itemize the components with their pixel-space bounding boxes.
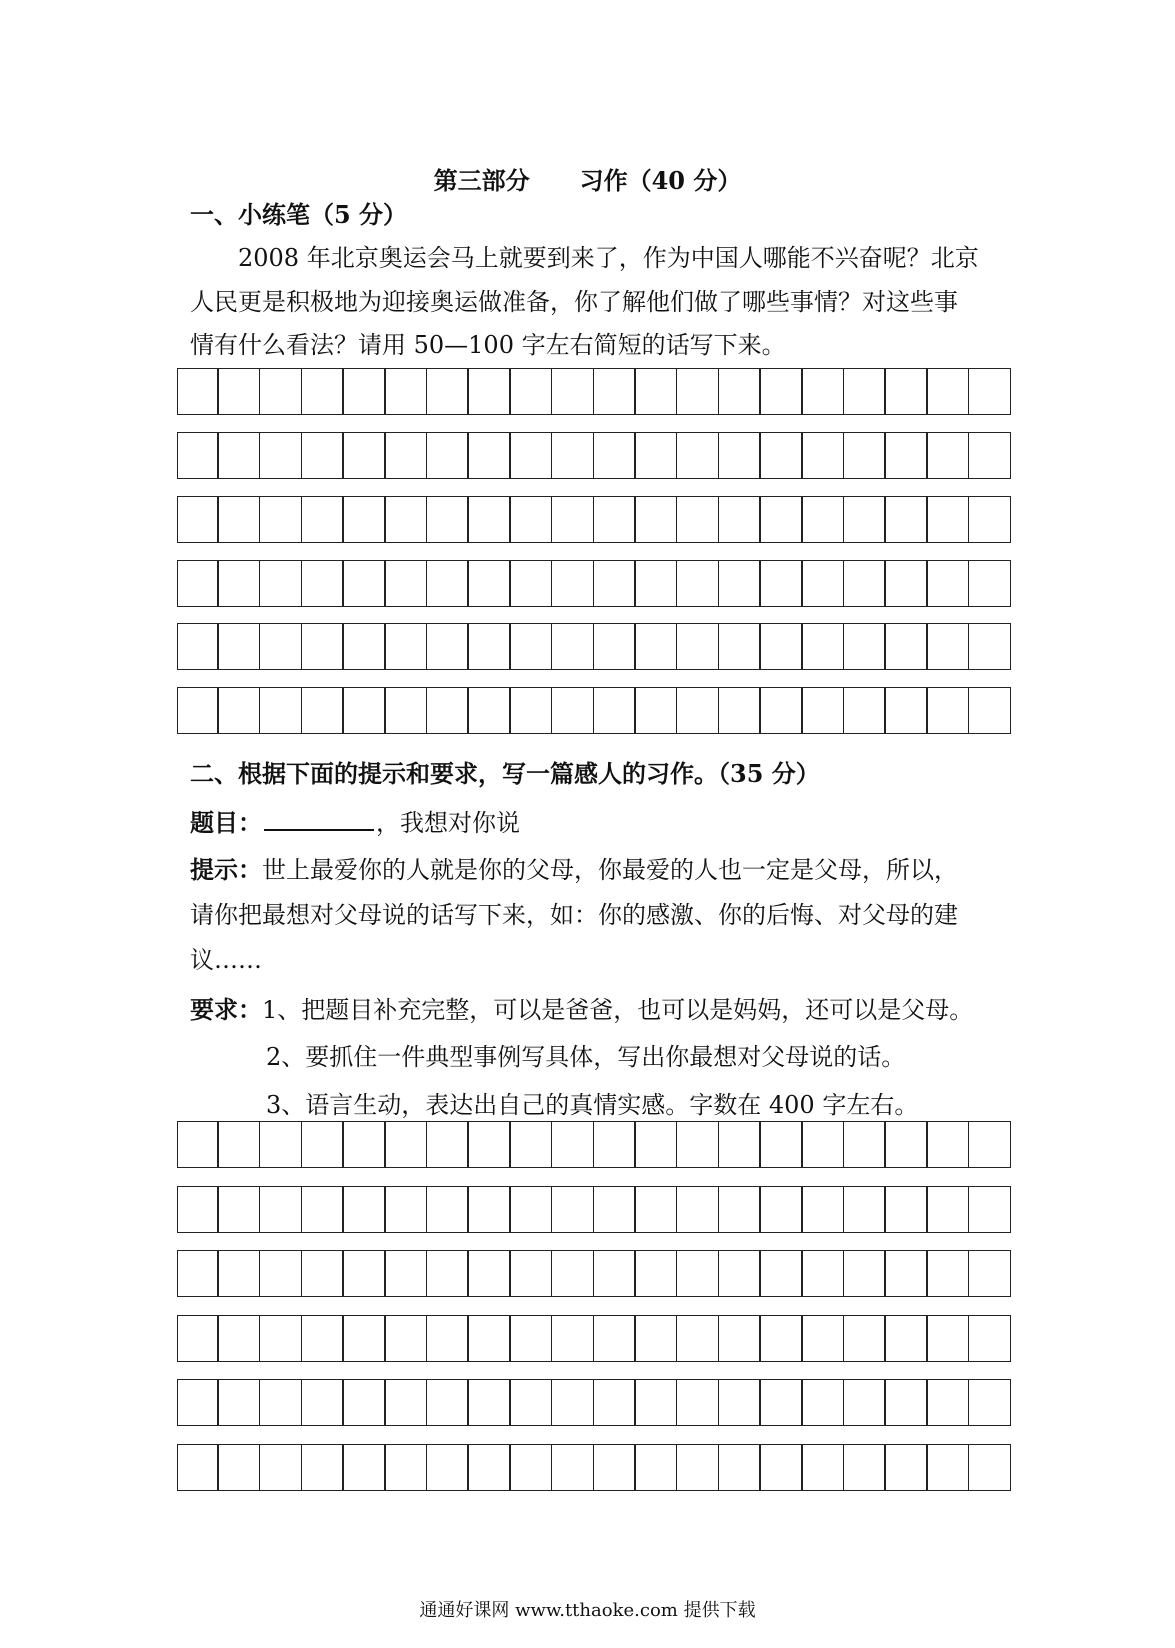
writing-cell[interactable] — [593, 496, 636, 543]
writing-cell[interactable] — [801, 1186, 844, 1233]
writing-cell[interactable] — [634, 1121, 677, 1168]
writing-cell[interactable] — [718, 496, 761, 543]
writing-cell[interactable] — [676, 623, 719, 670]
topic-line — [190, 808, 1010, 838]
writing-cell[interactable] — [968, 368, 1011, 415]
writing-cell[interactable] — [551, 560, 594, 607]
writing-cell[interactable] — [759, 623, 802, 670]
writing-cell[interactable] — [759, 432, 802, 479]
writing-cell[interactable] — [718, 560, 761, 607]
writing-cell[interactable] — [676, 1121, 719, 1168]
writing-cell[interactable] — [467, 496, 510, 543]
writing-cell[interactable] — [968, 623, 1011, 670]
writing-grid-row[interactable] — [177, 1250, 1011, 1297]
writing-cell[interactable] — [843, 1250, 886, 1297]
part1-line-1: 2008 年北京奥运会马上就要到来了，作为中国人哪能不兴奋呢？北京 — [238, 244, 979, 272]
writing-cell[interactable] — [342, 432, 385, 479]
writing-cell[interactable] — [801, 1315, 844, 1362]
writing-cell[interactable] — [217, 1315, 260, 1362]
writing-cell[interactable] — [384, 1315, 427, 1362]
writing-cell[interactable] — [384, 368, 427, 415]
writing-cell[interactable] — [968, 1186, 1011, 1233]
writing-cell[interactable] — [968, 687, 1011, 734]
writing-cell[interactable] — [467, 1379, 510, 1426]
writing-cell[interactable] — [926, 1250, 969, 1297]
hint-line-2: 请你把最想对父母说的话写下来，如：你的感激、你的后悔、对父母的建 — [190, 901, 958, 929]
writing-cell[interactable] — [843, 623, 886, 670]
writing-cell[interactable] — [926, 1186, 969, 1233]
writing-cell[interactable] — [177, 687, 219, 734]
writing-cell[interactable] — [551, 1186, 594, 1233]
writing-cell[interactable] — [342, 496, 385, 543]
writing-cell[interactable] — [177, 623, 219, 670]
writing-cell[interactable] — [759, 1315, 802, 1362]
writing-cell[interactable] — [801, 560, 844, 607]
writing-cell[interactable] — [426, 1186, 469, 1233]
hint-line-3: 议…… — [190, 946, 262, 974]
writing-cell[interactable] — [593, 1315, 636, 1362]
topic-blank[interactable] — [264, 809, 374, 831]
writing-cell[interactable] — [342, 1444, 385, 1491]
writing-cell[interactable] — [718, 1121, 761, 1168]
writing-cell[interactable] — [926, 432, 969, 479]
writing-cell[interactable] — [676, 560, 719, 607]
writing-cell[interactable] — [551, 1379, 594, 1426]
writing-cell[interactable] — [426, 1444, 469, 1491]
writing-cell[interactable] — [342, 623, 385, 670]
writing-cell[interactable] — [342, 1250, 385, 1297]
part2-heading: 二、根据下面的提示和要求，写一篇感人的习作。（35 分） — [190, 759, 820, 788]
writing-cell[interactable] — [177, 432, 219, 479]
writing-cell[interactable] — [301, 1315, 344, 1362]
writing-cell[interactable] — [843, 1315, 886, 1362]
writing-cell[interactable] — [384, 560, 427, 607]
writing-cell[interactable] — [926, 1379, 969, 1426]
writing-cell[interactable] — [634, 1444, 677, 1491]
writing-cell[interactable] — [926, 560, 969, 607]
writing-cell[interactable] — [801, 496, 844, 543]
writing-cell[interactable] — [884, 623, 927, 670]
topic-suffix: ，我想对你说 — [376, 809, 520, 837]
writing-cell[interactable] — [426, 1315, 469, 1362]
writing-cell[interactable] — [718, 623, 761, 670]
requirement-2: 2、要抓住一件典型事例写具体，写出你最想对父母说的话。 — [266, 1043, 906, 1071]
writing-cell[interactable] — [801, 1379, 844, 1426]
writing-cell[interactable] — [718, 687, 761, 734]
writing-cell[interactable] — [926, 687, 969, 734]
writing-cell[interactable] — [968, 1250, 1011, 1297]
writing-cell[interactable] — [884, 496, 927, 543]
writing-cell[interactable] — [926, 1315, 969, 1362]
writing-cell[interactable] — [801, 432, 844, 479]
writing-cell[interactable] — [593, 560, 636, 607]
writing-cell[interactable] — [259, 1444, 302, 1491]
writing-cell[interactable] — [843, 560, 886, 607]
writing-cell[interactable] — [217, 432, 260, 479]
writing-cell[interactable] — [676, 368, 719, 415]
writing-cell[interactable] — [634, 432, 677, 479]
writing-cell[interactable] — [676, 1315, 719, 1362]
writing-cell[interactable] — [759, 1444, 802, 1491]
writing-cell[interactable] — [301, 496, 344, 543]
writing-cell[interactable] — [718, 1444, 761, 1491]
writing-cell[interactable] — [759, 1250, 802, 1297]
writing-cell[interactable] — [718, 1379, 761, 1426]
writing-cell[interactable] — [301, 1379, 344, 1426]
writing-cell[interactable] — [718, 1250, 761, 1297]
writing-cell[interactable] — [593, 432, 636, 479]
writing-cell[interactable] — [217, 1186, 260, 1233]
writing-cell[interactable] — [676, 1379, 719, 1426]
writing-cell[interactable] — [676, 432, 719, 479]
writing-cell[interactable] — [801, 368, 844, 415]
writing-cell[interactable] — [467, 1250, 510, 1297]
writing-cell[interactable] — [259, 432, 302, 479]
writing-cell[interactable] — [593, 1186, 636, 1233]
writing-cell[interactable] — [884, 687, 927, 734]
writing-cell[interactable] — [301, 368, 344, 415]
requirement-1 — [190, 995, 1010, 1025]
writing-grid-row[interactable] — [177, 1121, 1011, 1168]
writing-cell[interactable] — [384, 1250, 427, 1297]
writing-cell[interactable] — [968, 1315, 1011, 1362]
writing-cell[interactable] — [968, 1121, 1011, 1168]
writing-cell[interactable] — [342, 560, 385, 607]
writing-cell[interactable] — [301, 1444, 344, 1491]
writing-cell[interactable] — [509, 432, 552, 479]
writing-cell[interactable] — [426, 496, 469, 543]
writing-cell[interactable] — [551, 432, 594, 479]
writing-cell[interactable] — [177, 1379, 219, 1426]
writing-cell[interactable] — [426, 1121, 469, 1168]
writing-cell[interactable] — [384, 623, 427, 670]
writing-cell[interactable] — [759, 1379, 802, 1426]
writing-cell[interactable] — [177, 560, 219, 607]
writing-cell[interactable] — [259, 1186, 302, 1233]
writing-cell[interactable] — [177, 1250, 219, 1297]
writing-cell[interactable] — [801, 1121, 844, 1168]
writing-cell[interactable] — [177, 1121, 219, 1168]
writing-cell[interactable] — [884, 1121, 927, 1168]
writing-cell[interactable] — [177, 496, 219, 543]
writing-cell[interactable] — [177, 1444, 219, 1491]
writing-cell[interactable] — [884, 1186, 927, 1233]
writing-cell[interactable] — [843, 368, 886, 415]
writing-cell[interactable] — [801, 1444, 844, 1491]
writing-cell[interactable] — [509, 496, 552, 543]
part-label: 第三部分 — [433, 166, 530, 195]
writing-cell[interactable] — [634, 496, 677, 543]
writing-cell[interactable] — [843, 1121, 886, 1168]
writing-cell[interactable] — [301, 687, 344, 734]
writing-cell[interactable] — [467, 687, 510, 734]
writing-cell[interactable] — [551, 1250, 594, 1297]
writing-cell[interactable] — [467, 560, 510, 607]
writing-grid-row[interactable] — [177, 687, 1011, 734]
writing-cell[interactable] — [177, 1186, 219, 1233]
writing-cell[interactable] — [467, 368, 510, 415]
writing-cell[interactable] — [259, 1379, 302, 1426]
writing-cell[interactable] — [217, 687, 260, 734]
writing-cell[interactable] — [593, 623, 636, 670]
writing-cell[interactable] — [426, 560, 469, 607]
writing-cell[interactable] — [884, 560, 927, 607]
writing-cell[interactable] — [593, 1379, 636, 1426]
writing-cell[interactable] — [509, 1379, 552, 1426]
writing-cell[interactable] — [509, 1186, 552, 1233]
writing-cell[interactable] — [177, 368, 219, 415]
writing-cell[interactable] — [634, 560, 677, 607]
writing-cell[interactable] — [467, 432, 510, 479]
writing-cell[interactable] — [384, 1379, 427, 1426]
writing-cell[interactable] — [426, 1379, 469, 1426]
writing-cell[interactable] — [259, 1250, 302, 1297]
writing-cell[interactable] — [384, 687, 427, 734]
writing-cell[interactable] — [509, 560, 552, 607]
writing-cell[interactable] — [342, 687, 385, 734]
writing-cell[interactable] — [259, 1121, 302, 1168]
writing-cell[interactable] — [217, 560, 260, 607]
part1-line-2: 人民更是积极地为迎接奥运做准备，你了解他们做了哪些事情？对这些事 — [190, 288, 958, 316]
writing-grid-row[interactable] — [177, 1315, 1011, 1362]
writing-cell[interactable] — [509, 1121, 552, 1168]
writing-cell[interactable] — [634, 1315, 677, 1362]
writing-cell[interactable] — [843, 687, 886, 734]
writing-grid-row[interactable] — [177, 560, 1011, 607]
hint-text-1: 世上最爱你的人就是你的父母，你最爱的人也一定是父母，所以， — [262, 856, 958, 884]
writing-grid-row[interactable] — [177, 432, 1011, 479]
writing-cell[interactable] — [467, 1186, 510, 1233]
writing-cell[interactable] — [884, 432, 927, 479]
writing-cell[interactable] — [467, 1315, 510, 1362]
writing-cell[interactable] — [884, 1250, 927, 1297]
writing-cell[interactable] — [177, 1315, 219, 1362]
writing-grid-row[interactable] — [177, 1379, 1011, 1426]
writing-cell[interactable] — [426, 432, 469, 479]
writing-cell[interactable] — [217, 623, 260, 670]
writing-cell[interactable] — [259, 368, 302, 415]
writing-cell[interactable] — [759, 1186, 802, 1233]
writing-cell[interactable] — [217, 496, 260, 543]
hint-label: 提示： — [190, 855, 262, 884]
writing-cell[interactable] — [509, 1315, 552, 1362]
writing-cell[interactable] — [384, 432, 427, 479]
writing-grid-row[interactable] — [177, 623, 1011, 670]
writing-grid-row[interactable] — [177, 368, 1011, 415]
writing-cell[interactable] — [676, 1250, 719, 1297]
section-label: 习作（40 分） — [579, 166, 742, 195]
writing-cell[interactable] — [426, 623, 469, 670]
writing-cell[interactable] — [384, 1444, 427, 1491]
requirement-text-1: 1、把题目补充完整，可以是爸爸，也可以是妈妈，还可以是父母。 — [262, 996, 974, 1024]
writing-cell[interactable] — [843, 1379, 886, 1426]
writing-cell[interactable] — [676, 1444, 719, 1491]
writing-cell[interactable] — [384, 1121, 427, 1168]
writing-cell[interactable] — [634, 1379, 677, 1426]
writing-cell[interactable] — [634, 623, 677, 670]
writing-cell[interactable] — [551, 687, 594, 734]
writing-cell[interactable] — [843, 432, 886, 479]
writing-cell[interactable] — [634, 1186, 677, 1233]
writing-cell[interactable] — [884, 1379, 927, 1426]
writing-cell[interactable] — [509, 1444, 552, 1491]
writing-cell[interactable] — [759, 560, 802, 607]
writing-cell[interactable] — [884, 368, 927, 415]
writing-cell[interactable] — [926, 623, 969, 670]
writing-cell[interactable] — [634, 687, 677, 734]
writing-cell[interactable] — [426, 368, 469, 415]
writing-cell[interactable] — [718, 368, 761, 415]
writing-cell[interactable] — [342, 1379, 385, 1426]
part1-line-3: 情有什么看法？请用 50—100 字左右简短的话写下来。 — [190, 331, 786, 359]
hint-line-1 — [190, 855, 1010, 885]
writing-cell[interactable] — [593, 687, 636, 734]
writing-cell[interactable] — [968, 432, 1011, 479]
writing-cell[interactable] — [801, 623, 844, 670]
writing-cell[interactable] — [926, 1121, 969, 1168]
writing-cell[interactable] — [884, 1315, 927, 1362]
writing-cell[interactable] — [301, 560, 344, 607]
writing-cell[interactable] — [342, 1121, 385, 1168]
writing-cell[interactable] — [467, 623, 510, 670]
writing-cell[interactable] — [801, 687, 844, 734]
writing-cell[interactable] — [301, 432, 344, 479]
page-footer: 通通好课网 www.tthaoke.com 提供下载 — [419, 1600, 756, 1621]
writing-cell[interactable] — [217, 1250, 260, 1297]
writing-cell[interactable] — [509, 687, 552, 734]
writing-cell[interactable] — [718, 1186, 761, 1233]
writing-cell[interactable] — [551, 496, 594, 543]
writing-cell[interactable] — [509, 1250, 552, 1297]
writing-cell[interactable] — [301, 1121, 344, 1168]
writing-cell[interactable] — [384, 496, 427, 543]
writing-cell[interactable] — [426, 687, 469, 734]
page-title — [0, 166, 1175, 196]
writing-cell[interactable] — [718, 1315, 761, 1362]
writing-cell[interactable] — [968, 1379, 1011, 1426]
writing-cell[interactable] — [301, 1186, 344, 1233]
writing-cell[interactable] — [342, 1186, 385, 1233]
requirement-3: 3、语言生动，表达出自己的真情实感。字数在 400 字左右。 — [266, 1091, 919, 1119]
writing-cell[interactable] — [759, 496, 802, 543]
writing-cell[interactable] — [843, 496, 886, 543]
writing-cell[interactable] — [843, 1186, 886, 1233]
writing-cell[interactable] — [551, 368, 594, 415]
writing-cell[interactable] — [968, 1444, 1011, 1491]
writing-cell[interactable] — [384, 1186, 427, 1233]
writing-cell[interactable] — [968, 560, 1011, 607]
writing-cell[interactable] — [759, 1121, 802, 1168]
writing-cell[interactable] — [301, 623, 344, 670]
writing-cell[interactable] — [759, 368, 802, 415]
writing-cell[interactable] — [551, 623, 594, 670]
writing-cell[interactable] — [676, 496, 719, 543]
writing-cell[interactable] — [467, 1444, 510, 1491]
writing-cell[interactable] — [884, 1444, 927, 1491]
writing-cell[interactable] — [926, 368, 969, 415]
writing-cell[interactable] — [259, 687, 302, 734]
writing-cell[interactable] — [467, 1121, 510, 1168]
writing-cell[interactable] — [217, 1444, 260, 1491]
writing-cell[interactable] — [843, 1444, 886, 1491]
writing-cell[interactable] — [551, 1444, 594, 1491]
part1-heading: 一、小练笔（5 分） — [190, 200, 408, 229]
writing-cell[interactable] — [217, 368, 260, 415]
writing-cell[interactable] — [342, 368, 385, 415]
writing-cell[interactable] — [926, 496, 969, 543]
writing-cell[interactable] — [259, 623, 302, 670]
writing-grid-row[interactable] — [177, 1186, 1011, 1233]
writing-cell[interactable] — [301, 1250, 344, 1297]
writing-cell[interactable] — [551, 1121, 594, 1168]
writing-cell[interactable] — [217, 1121, 260, 1168]
writing-cell[interactable] — [593, 1444, 636, 1491]
writing-cell[interactable] — [509, 368, 552, 415]
writing-cell[interactable] — [634, 368, 677, 415]
writing-cell[interactable] — [968, 496, 1011, 543]
writing-cell[interactable] — [676, 687, 719, 734]
writing-cell[interactable] — [593, 1121, 636, 1168]
writing-cell[interactable] — [426, 1250, 469, 1297]
writing-grid-row[interactable] — [177, 496, 1011, 543]
requirement-label: 要求： — [190, 995, 262, 1024]
writing-cell[interactable] — [593, 1250, 636, 1297]
writing-cell[interactable] — [926, 1444, 969, 1491]
writing-cell[interactable] — [718, 432, 761, 479]
topic-label: 题目： — [190, 808, 262, 837]
writing-cell[interactable] — [759, 687, 802, 734]
writing-cell[interactable] — [259, 496, 302, 543]
writing-cell[interactable] — [509, 623, 552, 670]
writing-cell[interactable] — [801, 1250, 844, 1297]
writing-cell[interactable] — [634, 1250, 677, 1297]
writing-cell[interactable] — [551, 1315, 594, 1362]
writing-cell[interactable] — [259, 560, 302, 607]
writing-cell[interactable] — [217, 1379, 260, 1426]
writing-cell[interactable] — [342, 1315, 385, 1362]
writing-cell[interactable] — [676, 1186, 719, 1233]
writing-grid-row[interactable] — [177, 1444, 1011, 1491]
writing-cell[interactable] — [593, 368, 636, 415]
writing-cell[interactable] — [259, 1315, 302, 1362]
